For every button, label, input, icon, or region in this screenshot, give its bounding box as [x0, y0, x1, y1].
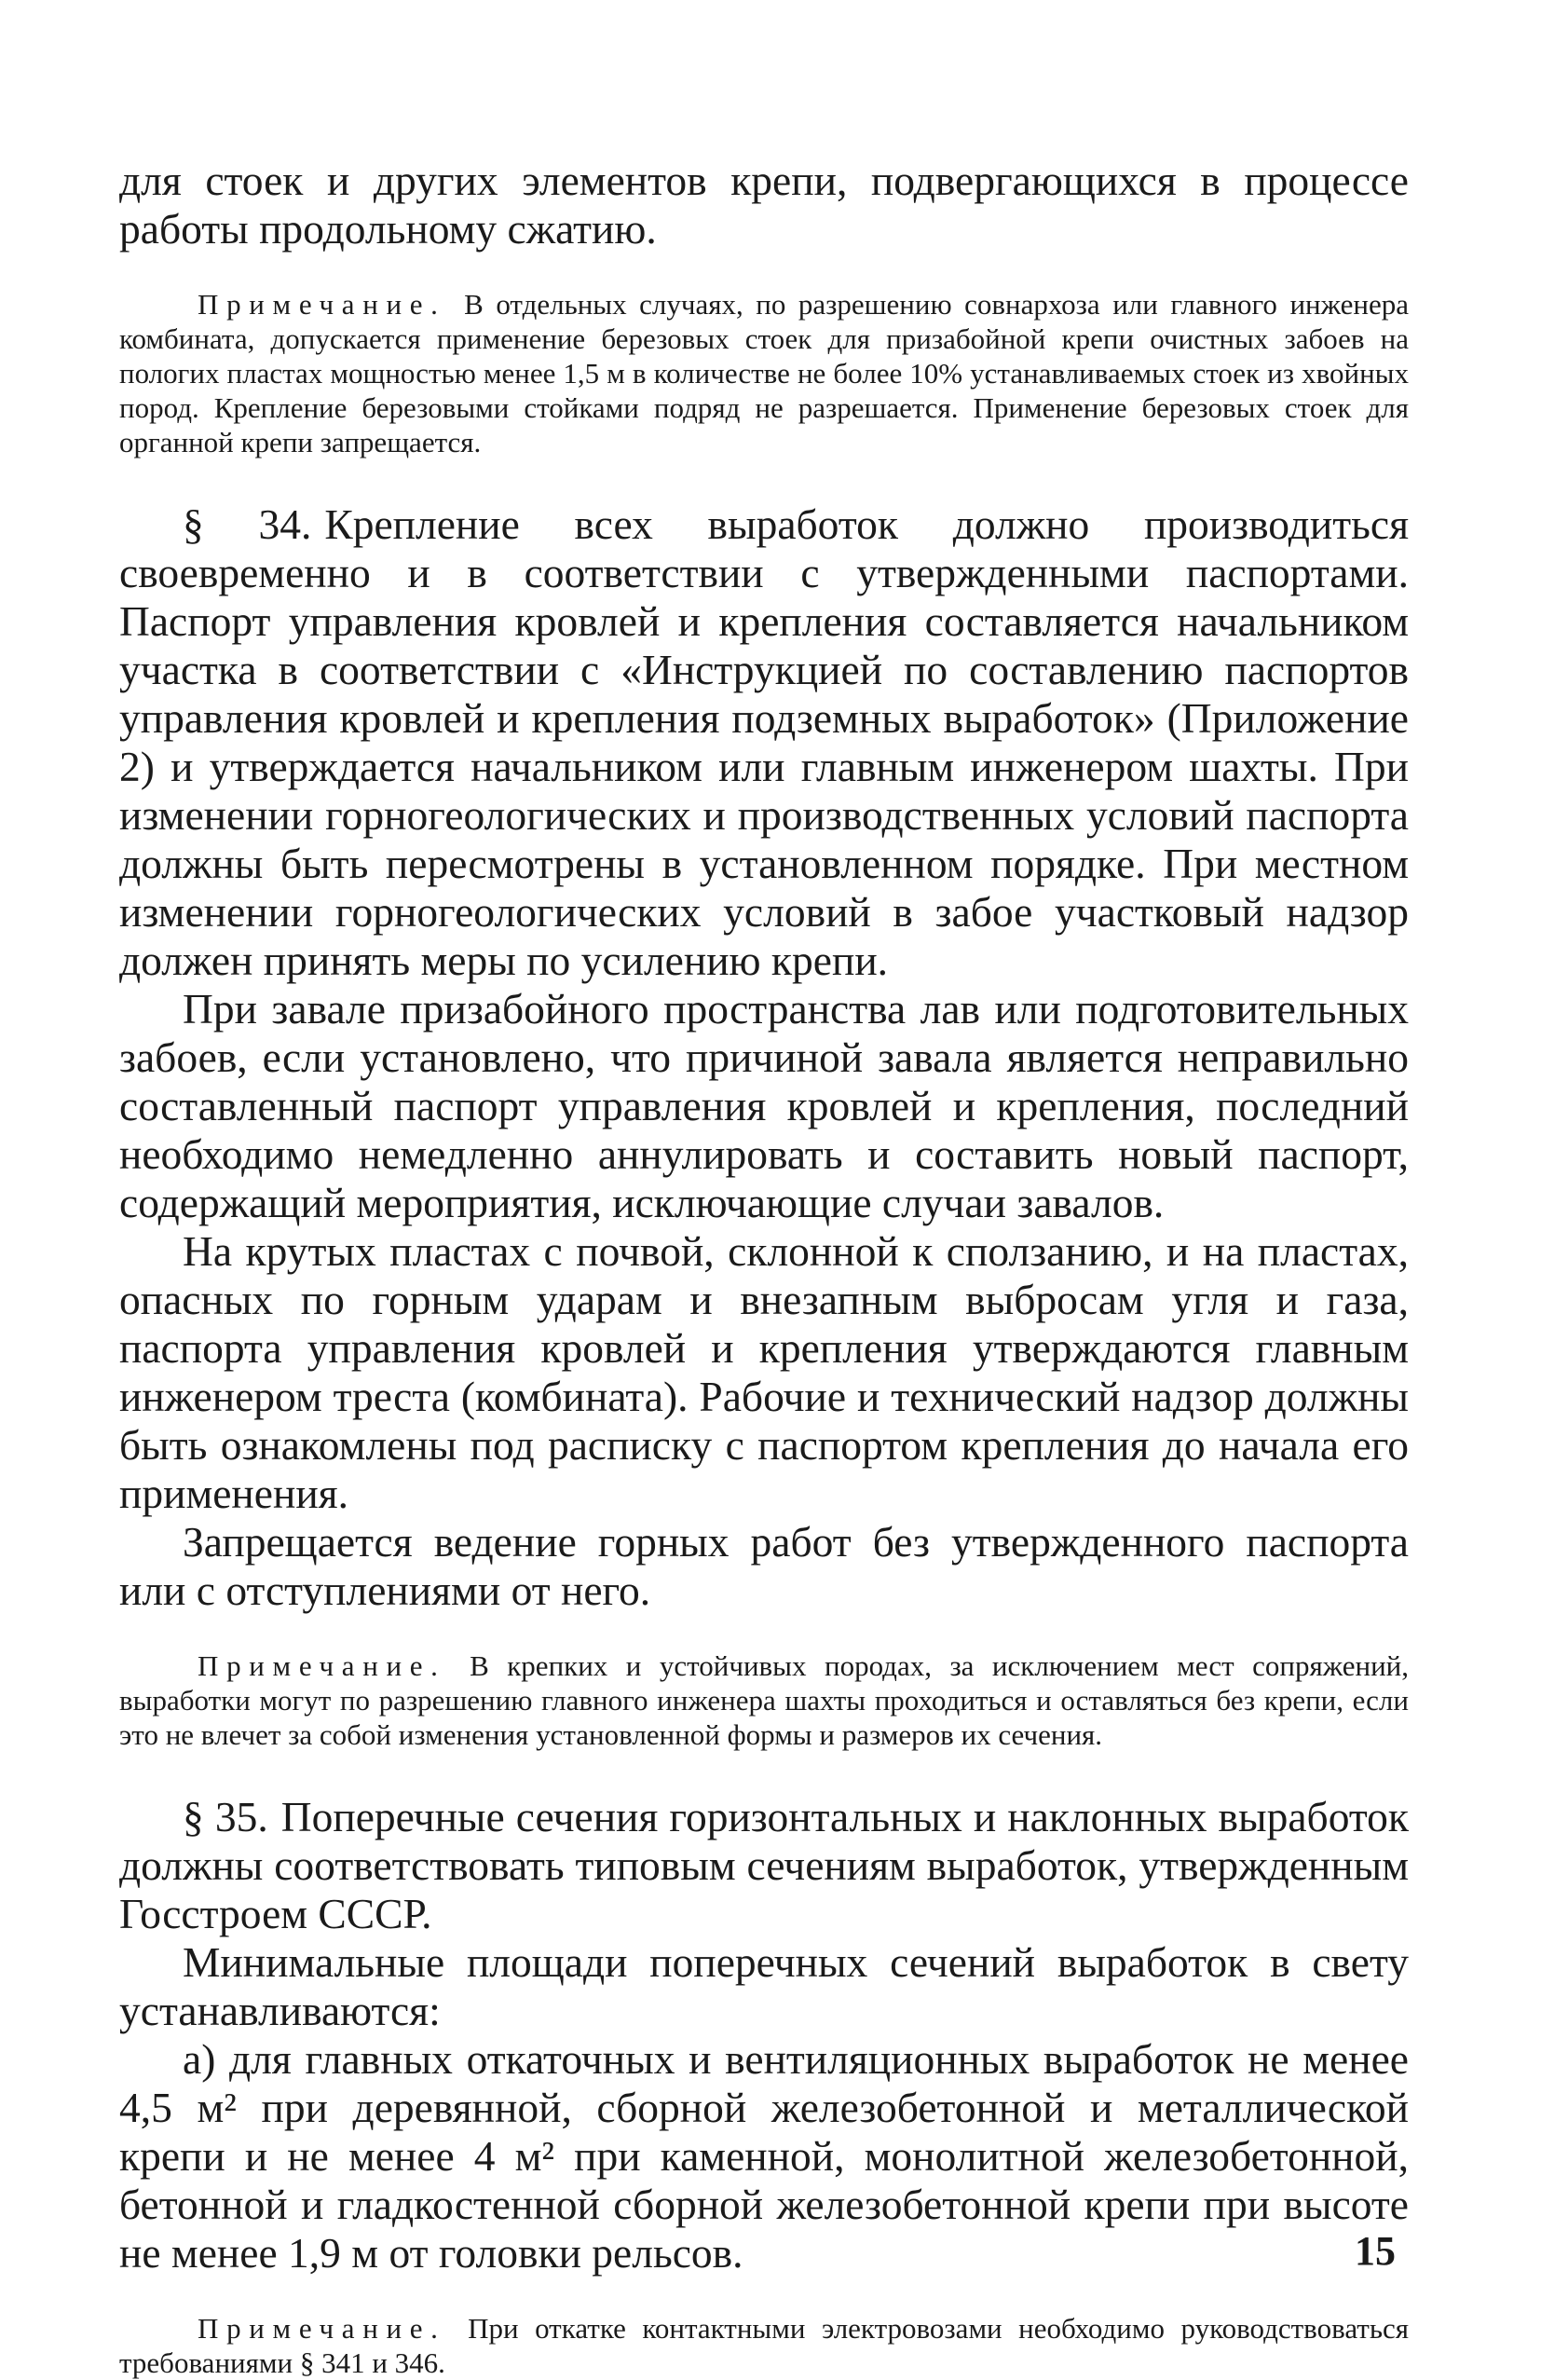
note-text: При откатке контактными электровозами необходимо руководствоваться требованиями § 341 и 346.: [119, 2312, 1409, 2379]
note-paragraph: [119, 1648, 1409, 1752]
spacer: [119, 253, 1409, 287]
page-number: 15: [1355, 2228, 1396, 2274]
note-text: В крепких и устойчивых породах, за исключением мест сопряжений, выработки могут по разрешению главного инженера шахты проходиться и оставляться без крепи, если это не влечет за собой изменения установленной формы и размеров их сечения.: [119, 1649, 1410, 1751]
page-content: [119, 157, 1409, 2380]
spacer: [119, 459, 1409, 500]
section-sign: § 35.: [183, 1793, 268, 1840]
body-paragraph: Минимальные площади поперечных сечений выработок в свету устанавливаются:: [119, 1938, 1409, 2034]
section-text: Крепление всех выработок должно производиться своевременно и в соответствии с утвержденными паспортами. Паспорт управления кровлей и крепления составляется начальником участка в соответствии с «Инструкцией по составлению паспортов управления кровлей и крепления подземных выработок» (Приложение 2) и утверждается начальником или главным инженером шахты. При изменении горногеологических и производственных условий паспорта должны быть пересмотрены в установленном порядке. При местном изменении горногеологических условий в забое участковый надзор должен принять меры по усилению крепи.: [119, 500, 1409, 984]
section-text: Поперечные сечения горизонтальных и наклонных выработок должны соответствовать типовым сечениям выработок, утвержденным Госстроем СССР.: [119, 1793, 1409, 1937]
section-35-paragraph: [119, 1793, 1409, 1938]
note-paragraph: [119, 287, 1409, 459]
body-paragraph: На крутых пластах с почвой, склонной к сползанию, и на пластах, опасных по горным ударам и внезапным выбросам угля и газа, паспорта управления кровлей и крепления утверждаются главным инженером треста (комбината). Рабочие и технический надзор должны быть ознакомлены под расписку с паспортом крепления до начала его применения.: [119, 1227, 1409, 1517]
spacer: [119, 2277, 1409, 2311]
section-34-paragraph: [119, 500, 1409, 985]
note-label: Примечание.: [198, 288, 446, 321]
note-paragraph: [119, 2311, 1409, 2380]
note-label: Примечание.: [198, 2312, 446, 2345]
body-paragraph: Запрещается ведение горных работ без утвержденного паспорта или с отступлениями от него.: [119, 1518, 1409, 1614]
section-sign: § 34.: [183, 500, 312, 548]
spacer: [119, 1752, 1409, 1793]
list-item-a: а) для главных откаточных и вентиляционных выработок не менее 4,5 м² при деревянной, сборной железобетонной и металлической крепи и не менее 4 м² при каменной, монолитной железобетонной, бетонной и гладкостенной сборной железобетонной крепи при высоте не менее 1,9 м от головки рельсов.: [119, 2035, 1409, 2277]
body-paragraph: При завале призабойного пространства лав или подготовительных забоев, если установлено, что причиной завала является неправильно составленный паспорт управления кровлей и крепления, последний необходимо немедленно аннулировать и составить новый паспорт, содержащий мероприятия, исключающие случаи завалов.: [119, 985, 1409, 1226]
spacer: [119, 1615, 1409, 1648]
paragraph-continuation: для стоек и других элементов крепи, подвергающихся в процессе работы продольному сжатию.: [119, 157, 1409, 253]
note-text: В отдельных случаях, по разрешению совнархоза или главного инженера комбината, допускается применение березовых стоек для призабойной крепи очистных забоев на пологих пластах мощностью менее 1,5 м в количестве не более 10% устанавливаемых стоек из хвойных пород. Крепление березовыми стойками подряд не разрешается. Применение березовых стоек для органной крепи запрещается.: [119, 288, 1409, 458]
note-label: Примечание.: [198, 1649, 446, 1682]
